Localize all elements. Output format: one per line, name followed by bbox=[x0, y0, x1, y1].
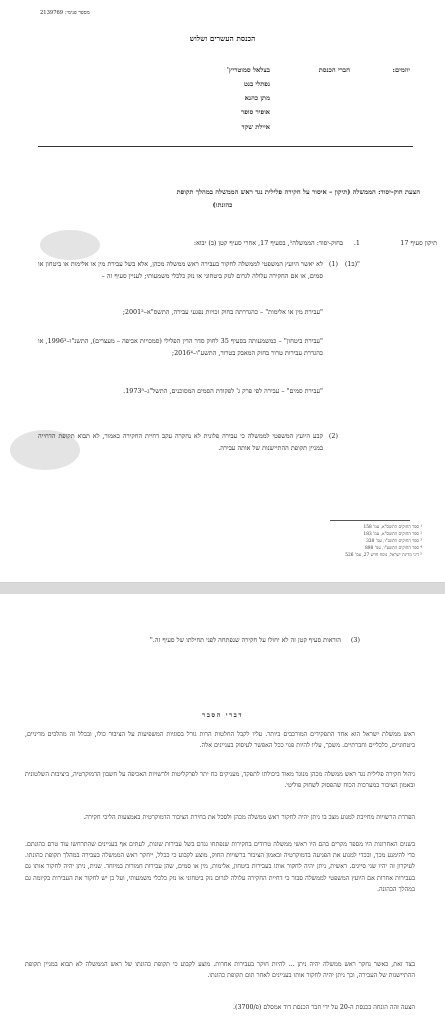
bill-title-cont: כהונתו) bbox=[212, 201, 233, 209]
explanation-paragraph: ניהול חקירה פלילית נגד ראש ממשלה מכהן מנוגד מאוד ביכולתו לתפקד, מעניקים כח יתר לפרקליטות ולרשויות האכיפה על חשבון הדמוקרטיה, ביציבות השלטונית ובאמון הציבור במערכות הכוח שהפסוק לשחוק פוליטי. bbox=[25, 771, 415, 790]
explanation-paragraph: בצד זאת, כאשר נחקר ראש ממשלה יהיה ניתן ... להיות חוקר בעבירות אחרות. מוצע לקבוע כי תקופת כהונתו של ראש הממשלה לא תבוא במניין תקופת ההתיישנות של העבירה, וכך ניתן יהיה לחקור אותו בעניינים לאחר תום תקופת כהונתו. bbox=[25, 961, 415, 980]
definition: "עבירת מין או אלימות" – כהגדרתה בחוק זכויות נפגעי עבירה, התשס"א–2001²; bbox=[122, 308, 323, 316]
footnote: ¹ ספר החוקים התשס"א, עמ' 158 bbox=[363, 525, 422, 530]
placement-note: הצעה זהה הונחה בכנסת ה-20 על ידי חבר הכנסת דוד אמסלם (פ/3700). bbox=[233, 1004, 415, 1011]
footnote-divider bbox=[330, 520, 410, 521]
initiator-name: אופיר סופר bbox=[240, 108, 270, 116]
initiators-label: יוזמים: bbox=[392, 66, 410, 74]
initiator-name: בצלאל סמוטריץ' bbox=[226, 66, 270, 74]
divider bbox=[38, 146, 413, 147]
definition: "עבירת סמים" – עבירה לפי פרק ג' לפקודת הסמים המסוכנים, התשל"ג–1973⁵. bbox=[123, 387, 323, 395]
bill-title: הצעת חוק-יסוד: הממשלה (תיקון – איסור על חקירה פלילית נגד ראש הממשלה במהלך תקופת bbox=[176, 188, 420, 196]
explanation-title: דברי הסבר bbox=[201, 711, 244, 719]
explanation-paragraph: ראש ממשלת ישראל הוא אחד התפקידים המורכבים ביותר. עליו לקבל החלטות הרות גורל בסוגיות המשפיעות על הציבור כולו, ובכלל זה מהלכים מדיניים, ביטחוניים, כלכליים וחברתיים. משכך, עליו להיות פנוי ככל האפשר לעיסוק בעניינים אלה. bbox=[25, 731, 415, 750]
paragraph-number: (1) bbox=[328, 260, 338, 268]
clause-number: 1. bbox=[353, 239, 360, 247]
initiator-name: נפתלי בנט bbox=[243, 80, 270, 88]
subsection-number: "(ב1) bbox=[344, 260, 360, 268]
initiator-name: איילת שקד bbox=[241, 123, 270, 131]
explanation-paragraph: הפרדת הרשויות מחייבת למנוע מצב בו ניתן יהיה לחקור ראש ממשלה מכהן ולסכל את בחירת הציבור הדמוקרטית באמצעות הליכי חקירה. bbox=[83, 814, 415, 821]
knesset-header: הכנסת העשרים ושלוש bbox=[189, 34, 256, 43]
paragraph-text: קבע היועץ המשפטי לממשלה כי עבירה פלונית לא נחקרה עקב דחיית החקירה כאמור, לא תבוא תקופת הדחייה במניין תקופת ההתיישנות של אותה עבירה. bbox=[38, 432, 323, 452]
definition: "עבירת ביטחון" – כמשמעותה בסעיף 35 לחוק סדר הדין הפלילי (סמכויות אכיפה – מעצרים), התשנ"ו–1996³, או כהגדרת עבירות טרור בחוק המאבק בטרור, התשע"ו–2016⁴; bbox=[38, 337, 323, 357]
internal-number: מספר פנימי: 2139769 bbox=[40, 10, 90, 16]
footnote: ⁴ ספר החוקים התשע"ו, עמ' 898 bbox=[365, 546, 422, 551]
footnote: ³ ספר החוקים התשנ"ו, עמ' 338 bbox=[366, 539, 422, 544]
initiator-name: מתן כהנא bbox=[244, 94, 270, 102]
margin-note: תיקון סעיף 17 bbox=[400, 239, 437, 247]
paragraph-text: הוראות סעיף קטן זה לא יחולו על חקירה שנפתחה לפני תחילתו של סעיף זה." bbox=[149, 636, 341, 644]
document-page-2 bbox=[0, 594, 445, 1024]
footnote: ² ספר החוקים התשס"א, עמ' 183 bbox=[363, 532, 422, 537]
paragraph-text: לא יאשר היועץ המשפטי לממשלה לחקור בעבירה ראש ממשלה מכהן, אלא בשל עבירת מין או אלימות או ביטחון או סמים, או אם החקירה עלולה לגרום לנזק ביטחוני או נזק כלכלי משמעותי; לעניין סעיף זה – bbox=[38, 260, 323, 280]
clause-text: בחוק-יסוד: הממשלה¹, בסעיף 17, אחרי סעיף קטן (ב) יבוא: bbox=[193, 239, 343, 247]
members-label: חברי הכנסת bbox=[318, 66, 350, 74]
explanation-paragraph: בשנים האחרונות היו מספר מקרים בהם היו ראשי ממשלה טרודים בחקירות שנפתחו נגדם בשל עבירות שונות, לעתים אף בעניינים שהתרחשו עוד טרם כהונתם. כדי להימנע מכך, ובכדי למנוע את הפגיעה בדמוקרטיה ובאמון הציבור ברשויות החוק, מוצע לקבוע כי ככלל, ייחקר ראש הממשלה בעבירה במהלך תקופת כהונתו. לעיקרון זה יהיו שני סייגים. ראשית, ניתן יהיה לחקור אותו בעבירות ביטחון, אלימות, מין או סמים, שהן עבירות חמורות במיוחד. שנית, ניתן יהיה לחקור אותו גם בעבירות אחרות אם היועץ המשפטי לממשלה סבור כי דחיית החקירה עלולה לגרום נזק ביטחוני או נזק כלכלי משמעותי, ועל כן יש לחקור את העבירות בקיומה גם במהלך הכהונה. bbox=[25, 841, 415, 893]
paragraph-number: (3) bbox=[350, 636, 360, 644]
paragraph-number: (2) bbox=[328, 432, 338, 440]
footnote: ⁵ דיני מדינת ישראל, נוסח חדש 27, עמ' 526 bbox=[345, 553, 422, 558]
scan-smudge bbox=[40, 230, 100, 260]
